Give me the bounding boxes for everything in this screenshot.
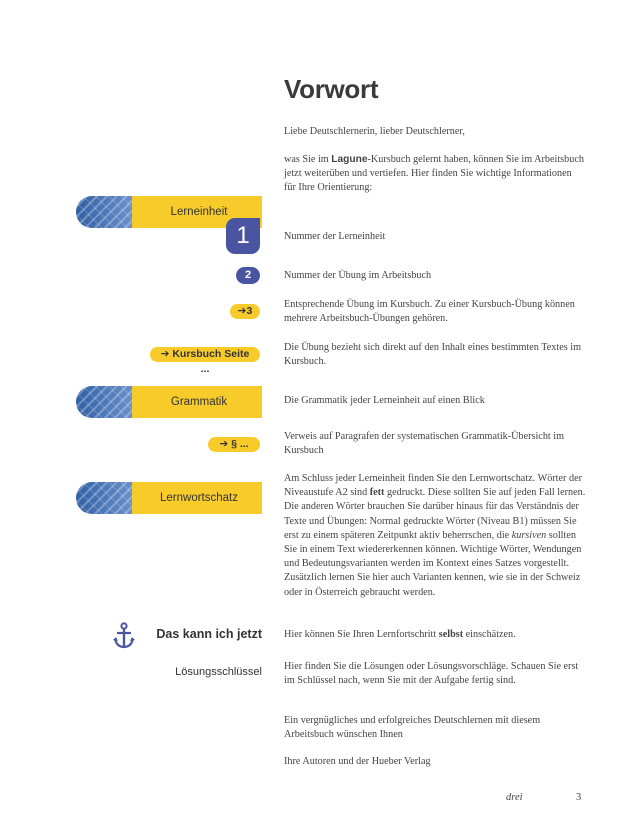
intro-text-1: was Sie im — [284, 154, 332, 165]
uebung-number-badge: 2 — [236, 267, 260, 284]
lernwortschatz-italic: kursiven — [511, 529, 547, 541]
banner-wave-image — [76, 482, 132, 514]
intro-text-2: -Kursbuch gelernt haben, können Sie im Arbeitsbuch jetzt weiterüben und vertiefen. Hier finden Sie wichtige Informationen für Ihre Orientierung: — [284, 154, 584, 194]
lernwortschatz-text-3: sollten Sie in einem Text wiedererkennen können. Wichtige Wörter, Wendungen und Bedeutungsvarianten werden im Kontext eines Satzes vorgestellt. Zusätzlich lernen Sie hier auch Varianten kennen, wie sie in der Schweiz oder in Österreich gebraucht werden. — [284, 529, 582, 598]
uebung-desc: Nummer der Übung im Arbeitsbuch — [284, 270, 432, 281]
paragraf-pill: ➔ § ... — [208, 437, 260, 452]
intro-paragraph — [284, 153, 584, 196]
kann-desc — [284, 628, 589, 642]
lerneinheit-label: Lerneinheit — [170, 206, 228, 218]
lerneinheit-number-badge: 1 — [226, 218, 260, 254]
kann-text-1: Hier können Sie Ihren Lernfortschritt — [284, 629, 439, 640]
grammatik-desc: Die Grammatik jeder Lerneinheit auf einen Blick — [284, 395, 485, 406]
anchor-icon — [112, 622, 136, 650]
lernwortschatz-label: Lernwortschatz — [160, 492, 238, 504]
kursbuch-uebung-desc: Entsprechende Übung im Kursbuch. Zu einer Kursbuch-Übung können mehrere Arbeitsbuch-Übungen gehören. — [284, 299, 575, 325]
brand-name: Lagune — [331, 154, 368, 165]
signature-text: Ihre Autoren und der Hueber Verlag — [284, 756, 431, 767]
kursbuch-seite-pill: ➔ Kursbuch Seite ... — [150, 347, 260, 362]
closing-text: Ein vergnügliches und erfolgreiches Deutschlernen mit diesem Arbeitsbuch wünschen Ihnen — [284, 715, 541, 741]
loesung-desc: Hier finden Sie die Lösungen oder Lösungsvorschläge. Schauen Sie erst im Schlüssel nach, wenn Sie mit der Aufgabe fertig sind. — [284, 661, 579, 687]
lernwortschatz-bold: fett — [369, 487, 385, 499]
page-number-word: drei — [506, 792, 523, 803]
banner-wave-image — [76, 196, 132, 228]
loesung-label: Lösungsschlüssel — [175, 666, 262, 678]
grammatik-banner — [76, 386, 262, 418]
lernwortschatz-text-2: gedruckt. Diese sollten Sie auf jeden Fall lernen. Die anderen Wörter brauchen Sie darüber hinaus für das Verständnis der Texte und Übungen: Normal gedruckte Wörter (Niveau B1) müssen Sie erst zu einem späteren Zeitpunkt aktiv beherrschen, die — [284, 487, 586, 541]
lernwortschatz-desc — [284, 472, 589, 600]
lerneinheit-desc: Nummer der Lerneinheit — [284, 231, 386, 242]
banner-wave-image — [76, 386, 132, 418]
page-number: 3 — [576, 792, 582, 803]
kann-bold: selbst — [438, 629, 464, 640]
lernwortschatz-text-1: Am Schluss jeder Lerneinheit finden Sie den Lernwortschatz. Wörter der Niveaustufe A2 sind — [284, 473, 582, 499]
grammatik-label: Grammatik — [170, 396, 228, 408]
kursbuch-seite-desc: Die Übung bezieht sich direkt auf den Inhalt eines bestimmten Textes im Kursbuch. — [284, 342, 582, 368]
kann-text-2: einschätzen. — [463, 629, 516, 640]
kursbuch-uebung-pill: ➔3 — [230, 304, 260, 319]
lernwortschatz-banner — [76, 482, 262, 514]
greeting: Liebe Deutschlernerin, lieber Deutschlerner, — [284, 126, 465, 137]
page-title: Vorwort — [284, 74, 379, 104]
kann-label: Das kann ich jetzt — [156, 627, 262, 641]
paragraf-desc: Verweis auf Paragrafen der systematischen Grammatik-Übersicht im Kursbuch — [284, 431, 565, 457]
